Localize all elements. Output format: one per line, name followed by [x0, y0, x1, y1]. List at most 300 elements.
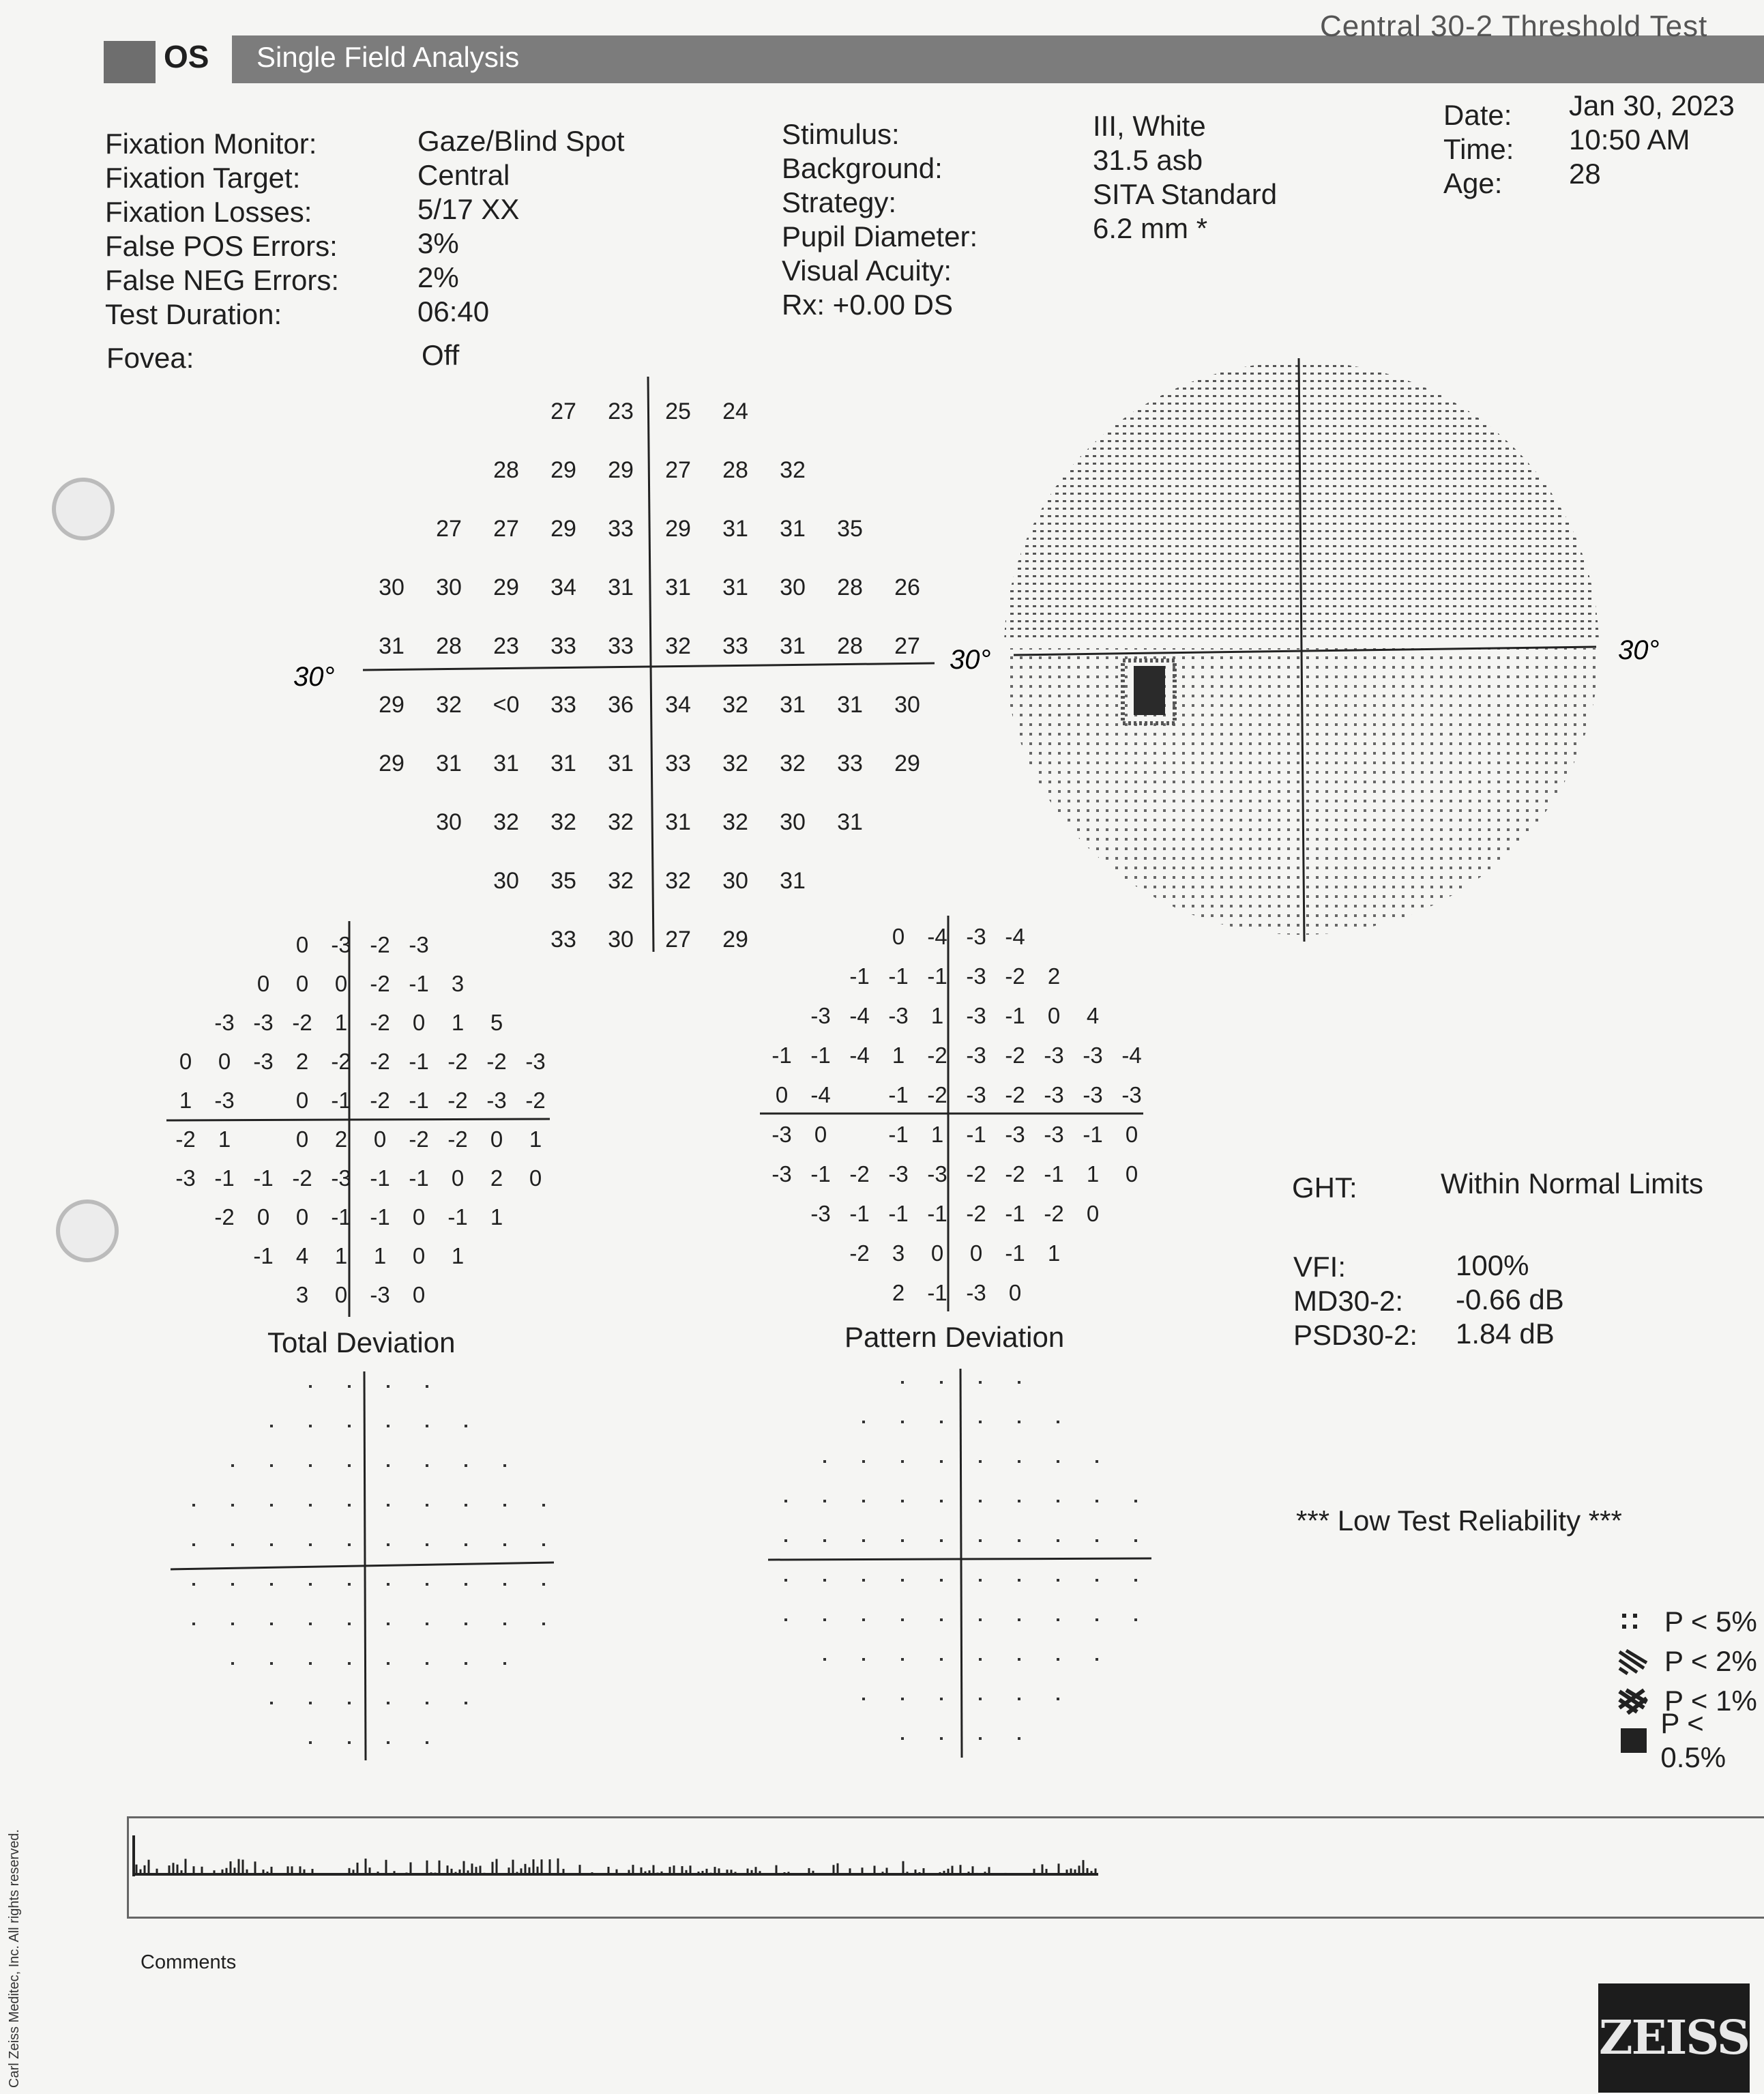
- pattern-deviation-value: -2: [1005, 963, 1025, 989]
- indices-labels: [1293, 1250, 1417, 1352]
- param-value: III, White: [1093, 110, 1206, 142]
- probability-dot: [979, 1460, 982, 1463]
- pattern-deviation-value: 0: [1047, 1003, 1061, 1028]
- threshold-value: 30: [436, 809, 462, 835]
- probability-dot: [465, 1504, 467, 1507]
- probability-dot: [231, 1543, 234, 1546]
- zeiss-logo: ZEISS: [1598, 1983, 1750, 2093]
- pattern-deviation-value: -3: [888, 1003, 909, 1028]
- pattern-deviation-value: -2: [1005, 1043, 1025, 1068]
- pattern-deviation-value: -3: [966, 1082, 986, 1107]
- threshold-value: 32: [722, 692, 748, 718]
- total-deviation-value: -3: [409, 932, 429, 957]
- probability-dot: [348, 1543, 351, 1546]
- threshold-value: 32: [722, 809, 748, 835]
- probability-dot: [270, 1543, 273, 1546]
- total-deviation-value: -2: [292, 1165, 312, 1191]
- total-deviation-value: -1: [447, 1204, 468, 1230]
- threshold-value: 30: [436, 575, 462, 600]
- param-value: 31.5 asb: [1093, 144, 1203, 176]
- threshold-value: 32: [608, 809, 634, 835]
- total-deviation-value: 2: [490, 1165, 503, 1191]
- probability-dot: [387, 1543, 389, 1546]
- threshold-value: 28: [436, 633, 462, 659]
- probability-dot: [823, 1539, 826, 1542]
- probability-dot: [862, 1539, 865, 1542]
- total-deviation-value: -3: [331, 932, 351, 957]
- probability-dot: [940, 1658, 943, 1661]
- reliability-note: *** Low Test Reliability ***: [1296, 1504, 1622, 1537]
- probability-dot: [823, 1658, 826, 1661]
- patient-label: Date:: [1443, 99, 1512, 131]
- total-deviation-value: 4: [295, 1243, 309, 1268]
- total-deviation-value: -1: [253, 1243, 274, 1268]
- probability-dot: [901, 1421, 904, 1423]
- pattern-deviation-value: -3: [927, 1161, 947, 1187]
- total-deviation-value: -1: [409, 971, 429, 996]
- probability-dot: [426, 1543, 428, 1546]
- probability-dot: [1057, 1579, 1059, 1582]
- pattern-deviation-value: -3: [1044, 1082, 1064, 1107]
- probability-dot: [426, 1662, 428, 1665]
- probability-dot: [426, 1741, 428, 1744]
- total-deviation-value: 0: [334, 1282, 348, 1307]
- probability-dot: [1057, 1421, 1059, 1423]
- comments-label: Comments: [141, 1951, 237, 1973]
- pattern-deviation-value: -3: [888, 1161, 909, 1187]
- probability-dot: [503, 1623, 506, 1625]
- threshold-value: 30: [894, 692, 920, 718]
- probability-dot: [426, 1583, 428, 1586]
- threshold-value: 29: [493, 575, 519, 600]
- total-deviation-value: 1: [490, 1204, 503, 1230]
- pattern-deviation-value: 1: [930, 1003, 944, 1028]
- total-deviation-value: -2: [447, 1088, 468, 1113]
- threshold-value: 32: [722, 751, 748, 776]
- total-deviation-value: -1: [331, 1204, 351, 1230]
- patient-label: Age:: [1443, 167, 1503, 199]
- total-deviation-value: -2: [447, 1126, 468, 1152]
- pattern-deviation-grid: [750, 902, 1187, 1339]
- td-horizontal-axis: [166, 1119, 550, 1120]
- td-prob-horizontal-axis: [171, 1562, 554, 1569]
- legend-label: P < 5%: [1664, 1605, 1757, 1638]
- total-deviation-title: Total Deviation: [267, 1326, 456, 1358]
- pattern-deviation-value: -3: [810, 1201, 831, 1226]
- fovea-value: Off: [422, 339, 460, 371]
- total-deviation-value: 1: [529, 1126, 542, 1152]
- probability-dot: [862, 1500, 865, 1502]
- probability-dot: [979, 1500, 982, 1502]
- threshold-value: 31: [665, 575, 691, 600]
- total-deviation-value: -1: [214, 1165, 235, 1191]
- threshold-value: 23: [493, 633, 519, 659]
- pattern-deviation-value: 4: [1086, 1003, 1100, 1028]
- pattern-deviation-value: 0: [1125, 1161, 1138, 1187]
- total-deviation-value: -2: [331, 1049, 351, 1074]
- probability-dot: [979, 1421, 982, 1423]
- total-deviation-value: 2: [334, 1126, 348, 1152]
- threshold-value: 30: [780, 575, 806, 600]
- test-name: Central 30-2 Threshold Test: [1320, 10, 1708, 43]
- pattern-deviation-value: 1: [1086, 1161, 1100, 1187]
- probability-dot: [387, 1623, 389, 1625]
- probability-dot: [784, 1539, 787, 1542]
- probability-dot: [1057, 1618, 1059, 1621]
- probability-dot: [1018, 1421, 1020, 1423]
- probability-dot: [503, 1583, 506, 1586]
- pattern-deviation-value: -1: [810, 1043, 831, 1068]
- threshold-value: 36: [608, 692, 634, 718]
- probability-dot: [901, 1737, 904, 1740]
- probability-dot: [387, 1702, 389, 1704]
- total-deviation-value: -3: [175, 1165, 196, 1191]
- total-deviation-value: 0: [451, 1165, 465, 1191]
- probability-dot: [979, 1579, 982, 1582]
- pattern-deviation-value: -1: [771, 1043, 792, 1068]
- threshold-value: 31: [493, 751, 519, 776]
- ght-label: GHT:: [1292, 1172, 1357, 1204]
- pattern-deviation-value: -3: [810, 1003, 831, 1028]
- threshold-value: 27: [665, 457, 691, 483]
- total-deviation-value: -1: [370, 1204, 390, 1230]
- threshold-value: 31: [550, 751, 576, 776]
- probability-dot: [309, 1504, 312, 1507]
- pattern-deviation-value: 0: [814, 1122, 827, 1147]
- total-deviation-grid: [136, 907, 573, 1344]
- pattern-deviation-title: Pattern Deviation: [844, 1321, 1065, 1353]
- total-deviation-value: -3: [331, 1165, 351, 1191]
- total-deviation-value: -1: [409, 1088, 429, 1113]
- pattern-deviation-value: 2: [1047, 963, 1061, 989]
- probability-dot: [465, 1583, 467, 1586]
- threshold-value: 27: [894, 633, 920, 659]
- total-deviation-value: -3: [486, 1088, 507, 1113]
- probability-dot: [940, 1500, 943, 1502]
- ght-value: Within Normal Limits: [1441, 1167, 1704, 1199]
- pattern-deviation-value: -3: [1005, 1122, 1025, 1147]
- patient-labels: [1443, 98, 1514, 201]
- probability-dot: [1134, 1539, 1137, 1542]
- index-value: 1.84 dB: [1456, 1318, 1555, 1350]
- pattern-deviation-value: -2: [966, 1201, 986, 1226]
- pattern-deviation-value: -1: [888, 1082, 909, 1107]
- probability-dot: [901, 1500, 904, 1502]
- param-label: False POS Errors:: [105, 230, 338, 262]
- probability-dot: [823, 1618, 826, 1621]
- legend-label: P < 0.5%: [1660, 1707, 1726, 1773]
- probability-dot: [387, 1662, 389, 1665]
- total-deviation-value: 1: [179, 1088, 192, 1113]
- probability-dot: [309, 1623, 312, 1625]
- threshold-vertical-axis: [648, 377, 653, 952]
- probability-dot: [426, 1464, 428, 1467]
- threshold-value: <0: [493, 692, 520, 718]
- threshold-value: 27: [550, 398, 576, 424]
- total-deviation-value: -2: [370, 932, 390, 957]
- total-deviation-value: -2: [214, 1204, 235, 1230]
- probability-dot: [426, 1425, 428, 1427]
- probability-dot: [542, 1504, 545, 1507]
- total-deviation-value: -2: [447, 1049, 468, 1074]
- probability-dot: [901, 1539, 904, 1542]
- probability-dot: [1096, 1460, 1098, 1463]
- legend-item: [1617, 1642, 1764, 1681]
- probability-dot: [1018, 1579, 1020, 1582]
- total-deviation-value: -2: [370, 1049, 390, 1074]
- probability-dot: [270, 1662, 273, 1665]
- probability-dot: [1096, 1500, 1098, 1502]
- probability-dot: [387, 1741, 389, 1744]
- total-deviation-value: 0: [412, 1010, 426, 1035]
- threshold-value: 33: [608, 516, 634, 542]
- probability-dot: [192, 1543, 195, 1546]
- pattern-deviation-value: -3: [1121, 1082, 1142, 1107]
- pattern-deviation-value: -2: [927, 1082, 947, 1107]
- probability-dot: [1134, 1500, 1137, 1502]
- threshold-value: 24: [722, 398, 748, 424]
- total-deviation-value: -2: [409, 1126, 429, 1152]
- probability-dot: [348, 1583, 351, 1586]
- threshold-value: 33: [550, 692, 576, 718]
- threshold-value: 33: [722, 633, 748, 659]
- total-deviation-value: 0: [412, 1243, 426, 1268]
- probability-dot: [823, 1579, 826, 1582]
- probability-dot: [1018, 1381, 1020, 1384]
- pattern-deviation-value: 1: [1047, 1240, 1061, 1266]
- probability-dot: [309, 1583, 312, 1586]
- pattern-deviation-value: -2: [1005, 1082, 1025, 1107]
- total-deviation-value: -2: [292, 1010, 312, 1035]
- threshold-value: 32: [780, 457, 806, 483]
- probability-dot: [348, 1741, 351, 1744]
- total-deviation-value: 0: [295, 1126, 309, 1152]
- threshold-value: 30: [608, 927, 634, 953]
- probability-dot: [387, 1583, 389, 1586]
- probability-dot: [1096, 1539, 1098, 1542]
- threshold-value: 35: [550, 868, 576, 894]
- pattern-deviation-value: -2: [1044, 1201, 1064, 1226]
- probability-dot: [192, 1583, 195, 1586]
- threshold-grid: [0, 0, 955, 969]
- probability-dot: [940, 1421, 943, 1423]
- probability-dot: [231, 1504, 234, 1507]
- threshold-value: 31: [780, 868, 806, 894]
- threshold-value: 28: [837, 633, 863, 659]
- probability-dot: [979, 1539, 982, 1542]
- index-label: PSD30-2:: [1293, 1319, 1418, 1351]
- probability-dot: [940, 1381, 943, 1384]
- copyright-note: Carl Zeiss Meditec, Inc. All rights reserved.: [7, 1829, 22, 2088]
- threshold-value: 29: [665, 516, 691, 542]
- index-value: -0.66 dB: [1456, 1283, 1564, 1315]
- probability-dot: [348, 1425, 351, 1427]
- total-deviation-value: 1: [451, 1243, 465, 1268]
- probability-dot: [465, 1543, 467, 1546]
- pattern-deviation-value: -3: [771, 1122, 792, 1147]
- probability-dot: [901, 1698, 904, 1700]
- pattern-deviation-value: -1: [888, 1122, 909, 1147]
- probability-dot: [270, 1464, 273, 1467]
- pattern-deviation-value: -1: [810, 1161, 831, 1187]
- total-deviation-value: 0: [490, 1126, 503, 1152]
- pattern-deviation-value: -1: [849, 1201, 870, 1226]
- legend-item: [1617, 1602, 1764, 1642]
- legend-item: [1617, 1707, 1764, 1773]
- threshold-value: 30: [493, 868, 519, 894]
- pattern-deviation-value: 0: [930, 1240, 944, 1266]
- probability-dot: [979, 1698, 982, 1700]
- total-deviation-value: -3: [253, 1010, 274, 1035]
- pattern-deviation-value: -3: [1044, 1043, 1064, 1068]
- threshold-value: 32: [665, 633, 691, 659]
- pattern-deviation-value: -1: [1005, 1240, 1025, 1266]
- threshold-value: 23: [608, 398, 634, 424]
- pattern-deviation-value: -1: [927, 1280, 947, 1305]
- probability-dot: [309, 1741, 312, 1744]
- patient-label: Time:: [1443, 133, 1514, 165]
- threshold-value: 31: [379, 633, 405, 659]
- pattern-deviation-probability-plot: [764, 1362, 1173, 1771]
- total-deviation-value: 3: [295, 1282, 309, 1307]
- probability-dot: [862, 1658, 865, 1661]
- pattern-deviation-value: -1: [927, 963, 947, 989]
- probability-dot: [940, 1737, 943, 1740]
- threshold-value: 31: [837, 809, 863, 835]
- pattern-deviation-value: -1: [888, 1201, 909, 1226]
- param-value: 5/17 XX: [417, 193, 520, 225]
- probability-dot: [309, 1464, 312, 1467]
- probability-dot: [940, 1460, 943, 1463]
- probability-dot: [862, 1421, 865, 1423]
- total-deviation-value: 0: [373, 1126, 387, 1152]
- threshold-value: 33: [550, 633, 576, 659]
- threshold-value: 29: [550, 516, 576, 542]
- probability-dot: [862, 1579, 865, 1582]
- probability-dot: [348, 1385, 351, 1388]
- pattern-deviation-value: -4: [1005, 924, 1025, 949]
- blind-spot-mark: [1134, 666, 1165, 715]
- threshold-value: 32: [493, 809, 519, 835]
- total-deviation-value: -1: [253, 1165, 274, 1191]
- pattern-deviation-value: -4: [810, 1082, 831, 1107]
- pattern-deviation-value: -3: [1083, 1082, 1103, 1107]
- probability-dot: [1057, 1539, 1059, 1542]
- gaze-tracking-trace: [130, 1829, 1112, 1904]
- pattern-deviation-value: -2: [966, 1161, 986, 1187]
- probability-dot: [1018, 1698, 1020, 1700]
- probability-dot: [979, 1658, 982, 1661]
- params-mid-values: [1093, 109, 1277, 246]
- pattern-deviation-value: -3: [966, 1280, 986, 1305]
- pattern-deviation-value: 0: [969, 1240, 983, 1266]
- threshold-value: 32: [550, 809, 576, 835]
- probability-dot: [309, 1385, 312, 1388]
- probability-dot: [784, 1500, 787, 1502]
- threshold-value: 31: [837, 692, 863, 718]
- threshold-value: 30: [722, 868, 748, 894]
- threshold-value: 29: [379, 751, 405, 776]
- pattern-deviation-value: -3: [966, 1043, 986, 1068]
- probability-dot: [979, 1381, 982, 1384]
- probability-dot: [1057, 1500, 1059, 1502]
- pattern-deviation-value: -3: [1044, 1122, 1064, 1147]
- threshold-value: 32: [665, 868, 691, 894]
- probability-dot: [309, 1425, 312, 1427]
- probability-dot: [1096, 1618, 1098, 1621]
- probability-dot: [192, 1623, 195, 1625]
- total-deviation-value: 1: [451, 1010, 465, 1035]
- pattern-deviation-value: -3: [771, 1161, 792, 1187]
- probability-dot: [309, 1543, 312, 1546]
- threshold-value: 32: [436, 692, 462, 718]
- probability-dot: [309, 1662, 312, 1665]
- grayscale-degree-right: 30°: [1618, 635, 1660, 665]
- pattern-deviation-value: -3: [966, 924, 986, 949]
- binder-hole-bottom: [56, 1199, 119, 1262]
- threshold-value: 29: [379, 692, 405, 718]
- patient-value: Jan 30, 2023: [1569, 89, 1735, 121]
- threshold-value: 31: [665, 809, 691, 835]
- probability-dot: [940, 1579, 943, 1582]
- index-label: VFI:: [1293, 1251, 1347, 1283]
- threshold-value: 29: [894, 751, 920, 776]
- grayscale-degree-left: 30°: [950, 645, 991, 675]
- total-deviation-value: 0: [256, 971, 270, 996]
- probability-dot: [1134, 1618, 1137, 1621]
- probability-dot: [542, 1583, 545, 1586]
- pattern-deviation-value: -3: [966, 1003, 986, 1028]
- probability-dot: [979, 1737, 982, 1740]
- pattern-deviation-value: 1: [892, 1043, 905, 1068]
- probability-dot: [901, 1618, 904, 1621]
- probability-dot: [503, 1543, 506, 1546]
- probability-dot: [387, 1385, 389, 1388]
- param-label: Stimulus:: [782, 118, 900, 150]
- total-deviation-value: 0: [334, 971, 348, 996]
- threshold-value: 29: [608, 457, 634, 483]
- total-deviation-value: -3: [214, 1088, 235, 1113]
- threshold-value: 30: [379, 575, 405, 600]
- report-type: Single Field Analysis: [256, 41, 520, 73]
- eye-label: OS: [164, 39, 209, 74]
- threshold-value: 33: [550, 927, 576, 953]
- threshold-value: 29: [722, 927, 748, 953]
- probability-dot: [784, 1579, 787, 1582]
- param-label: Fixation Monitor:: [105, 128, 317, 160]
- total-deviation-value: -3: [253, 1049, 274, 1074]
- probability-dot: [192, 1504, 195, 1507]
- threshold-value: 35: [837, 516, 863, 542]
- threshold-value: 28: [722, 457, 748, 483]
- index-label: MD30-2:: [1293, 1285, 1404, 1317]
- probability-dot: [465, 1662, 467, 1665]
- total-deviation-value: 2: [295, 1049, 309, 1074]
- pattern-deviation-value: -4: [927, 924, 947, 949]
- probability-dot: [348, 1702, 351, 1704]
- param-label: False NEG Errors:: [105, 264, 340, 296]
- probability-dot: [901, 1658, 904, 1661]
- probability-dot: [426, 1623, 428, 1625]
- pattern-deviation-value: -2: [849, 1240, 870, 1266]
- threshold-value: 27: [436, 516, 462, 542]
- total-deviation-value: 0: [412, 1282, 426, 1307]
- probability-dot: [1018, 1500, 1020, 1502]
- pattern-deviation-value: 0: [1125, 1122, 1138, 1147]
- legend-label: P < 2%: [1664, 1645, 1757, 1677]
- probability-dot: [231, 1583, 234, 1586]
- threshold-value: 33: [608, 633, 634, 659]
